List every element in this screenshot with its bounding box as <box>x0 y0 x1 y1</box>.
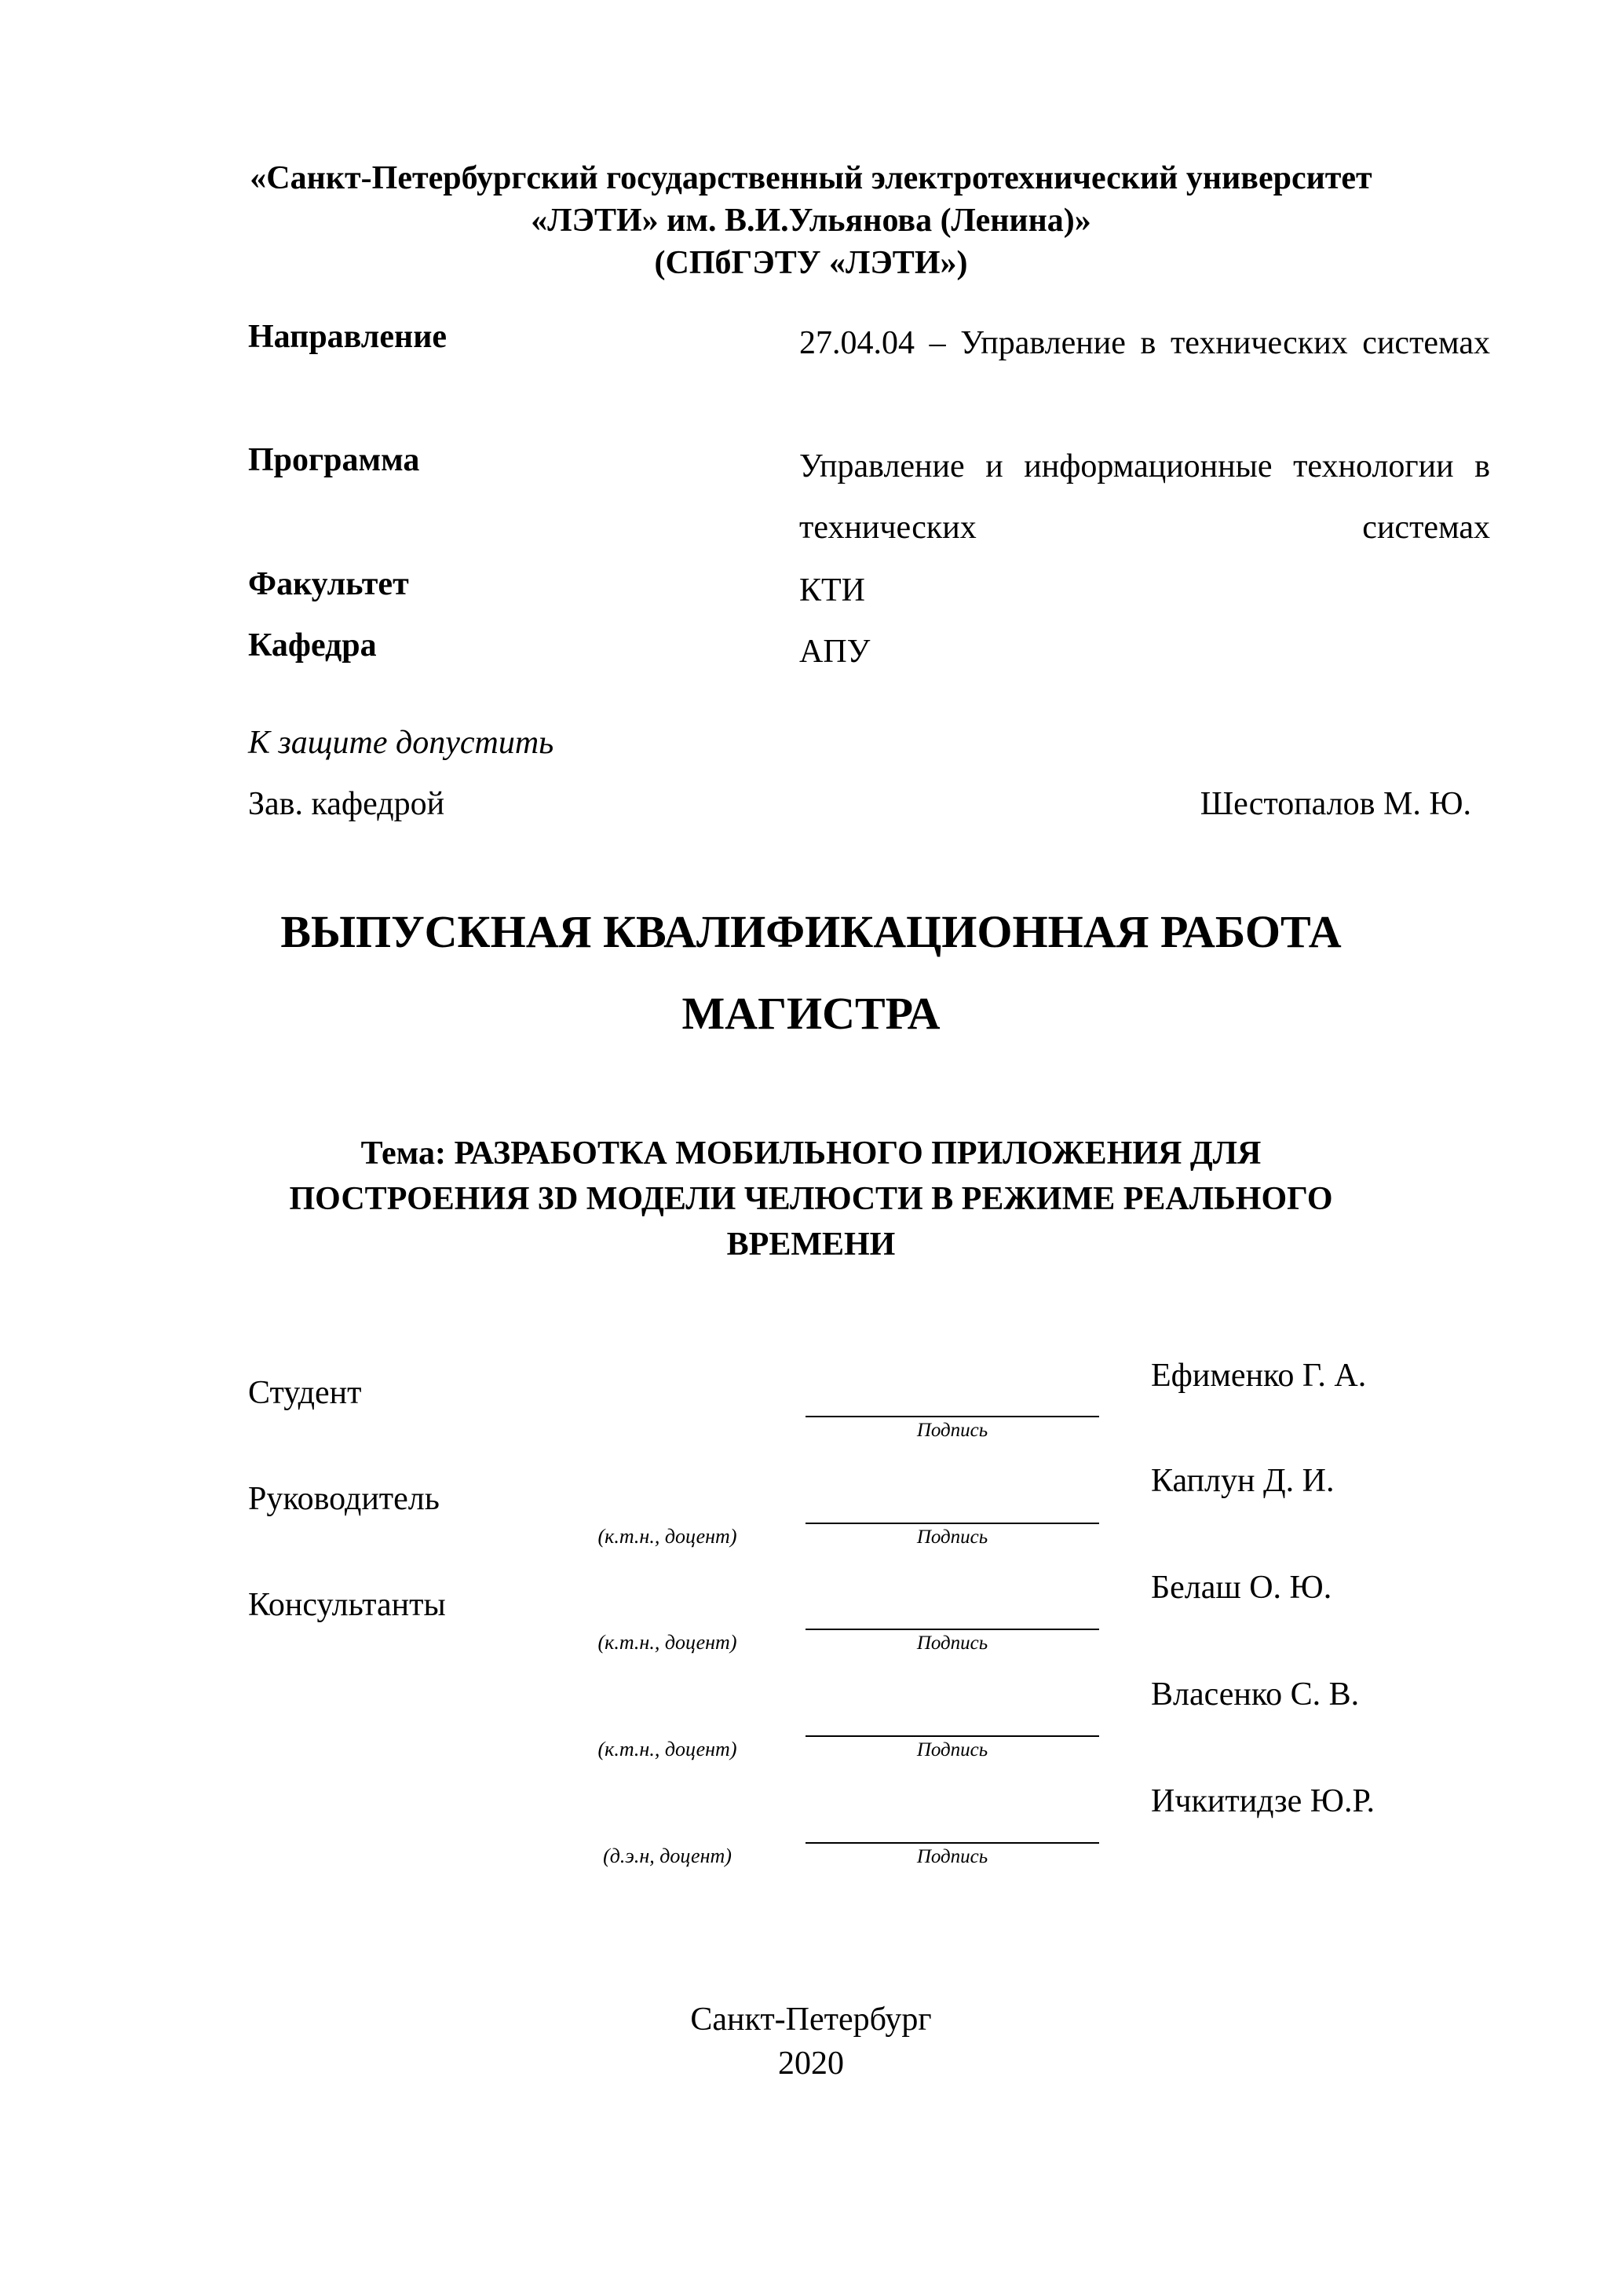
topic-line-2: ПОСТРОЕНИЯ 3D МОДЕЛИ ЧЕЛЮСТИ В РЕЖИМЕ РЕАЛЬНОГО <box>289 1181 1333 1217</box>
supervisor-name: Каплун Д. И. <box>1151 1463 1335 1499</box>
consultant-2-name: Власенко С. В. <box>1151 1676 1360 1713</box>
consultant-3-signature-caption: Подпись <box>916 1846 988 1867</box>
head-of-department-name: Шестопалов М. Ю. <box>1200 786 1471 822</box>
consultant-3-name: Ичкитидзе Ю.Р. <box>1151 1783 1375 1819</box>
program-value <box>799 436 1490 558</box>
university-line-1: «Санкт-Петербургский государственный электротехнический университет <box>250 160 1372 196</box>
topic-line-3: ВРЕМЕНИ <box>726 1227 896 1263</box>
consultants-label: Консультанты <box>248 1587 446 1623</box>
consultant-3-signature-line <box>806 1842 1099 1844</box>
direction-label: Направление <box>248 319 448 355</box>
thesis-topic <box>0 1131 1622 1267</box>
university-line-3: (СПбГЭТУ «ЛЭТИ») <box>654 245 968 281</box>
consultant-2-degree: (к.т.н., доцент) <box>597 1738 737 1760</box>
work-title-line-2: МАГИСТРА <box>681 988 941 1039</box>
head-of-department-label: Зав. кафедрой <box>248 786 445 822</box>
work-title-line-1: ВЫПУСКНАЯ КВАЛИФИКАЦИОННАЯ РАБОТА <box>280 906 1342 957</box>
consultant-2-signature-line <box>806 1735 1099 1737</box>
student-label: Студент <box>248 1375 362 1411</box>
consultant-1-signature-caption: Подпись <box>916 1632 988 1654</box>
consultant-1-degree: (к.т.н., доцент) <box>597 1631 737 1654</box>
direction-value: 27.04.04 – Управление в технических системах <box>799 325 1490 361</box>
faculty-label: Факультет <box>248 566 409 602</box>
consultant-1-signature-line <box>806 1629 1099 1630</box>
program-value-text: Управление и информационные технологии в технических системах <box>799 448 1490 546</box>
consultant-1-name: Белаш О. Ю. <box>1151 1570 1332 1606</box>
university-header <box>0 157 1622 284</box>
student-signature-line <box>806 1416 1099 1417</box>
supervisor-signature-line <box>806 1523 1099 1524</box>
supervisor-degree: (к.т.н., доцент) <box>597 1525 737 1548</box>
supervisor-label: Руководитель <box>248 1481 440 1517</box>
department-label: Кафедра <box>248 627 377 664</box>
supervisor-signature-caption: Подпись <box>916 1526 988 1548</box>
topic-line-1: Тема: РАЗРАБОТКА МОБИЛЬНОГО ПРИЛОЖЕНИЯ ДЛЯ <box>360 1135 1262 1172</box>
program-label: Программа <box>248 442 420 478</box>
consultant-2-signature-caption: Подпись <box>916 1739 988 1760</box>
work-title <box>0 891 1622 1055</box>
student-signature-caption: Подпись <box>916 1420 988 1441</box>
year: 2020 <box>778 2046 844 2082</box>
university-line-2: «ЛЭТИ» им. В.И.Ульянова (Ленина)» <box>531 203 1091 239</box>
department-value: АПУ <box>799 634 871 670</box>
city: Санкт-Петербург <box>690 2002 932 2038</box>
consultant-3-degree: (д.э.н, доцент) <box>603 1844 732 1867</box>
student-name: Ефименко Г. А. <box>1151 1358 1367 1394</box>
admission-text: К защите допустить <box>248 725 554 761</box>
faculty-value: КТИ <box>799 572 865 609</box>
